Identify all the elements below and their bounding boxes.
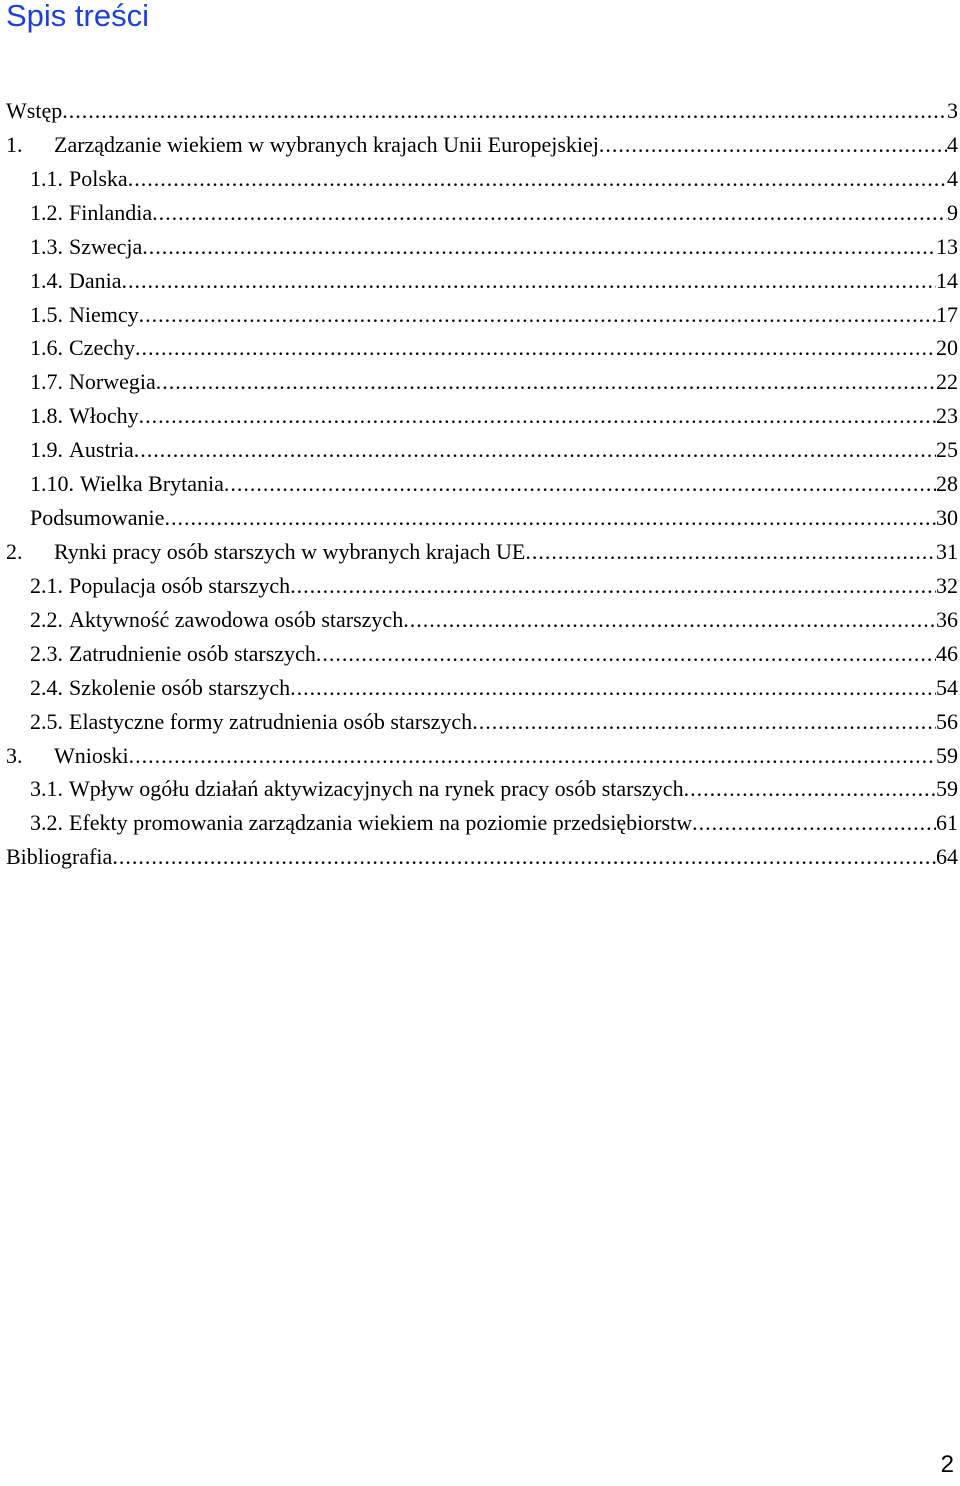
toc-entry[interactable] <box>0 94 960 128</box>
toc-entry[interactable] <box>0 331 960 365</box>
toc-entry-title: Zatrudnienie osób starszych <box>69 640 316 666</box>
toc-entry[interactable] <box>0 433 960 467</box>
toc-entry[interactable] <box>0 806 960 840</box>
toc-entry-page: 31 <box>936 538 958 564</box>
toc-dot-leader <box>290 569 936 603</box>
toc-entry-page: 13 <box>936 233 958 259</box>
toc-entry-number: 1.3. <box>30 233 63 259</box>
toc-dot-leader <box>142 230 936 264</box>
toc-entry-number: 1.1. <box>30 165 63 191</box>
page-title: Spis treści <box>6 0 149 33</box>
toc-dot-leader <box>472 705 936 739</box>
toc-dot-leader <box>139 298 936 332</box>
toc-entry-page: 25 <box>936 437 958 463</box>
toc-dot-leader <box>403 603 936 637</box>
toc-entry-title: Aktywność zawodowa osób starszych <box>69 606 404 632</box>
toc-entry-page: 59 <box>936 742 958 768</box>
toc-entry-page: 64 <box>936 844 958 870</box>
toc-entry-title: Zarządzanie wiekiem w wybranych krajach Unii Europejskiej <box>54 131 599 157</box>
toc-entry-title: Norwegia <box>69 369 156 395</box>
toc-entry-page: 32 <box>936 572 958 598</box>
toc-entry-number: 1.10. <box>30 471 74 497</box>
toc-dot-leader <box>129 739 936 773</box>
toc-entry-number: 1.4. <box>30 267 63 293</box>
toc-entry-title: Wpływ ogółu działań aktywizacyjnych na rynek pracy osób starszych <box>69 776 684 802</box>
toc-entry-number: 2.5. <box>30 708 63 734</box>
toc-entry-number: 3.1. <box>30 776 63 802</box>
toc-entry[interactable] <box>0 467 960 501</box>
toc-entry-title: Podsumowanie <box>30 505 165 531</box>
toc-dot-leader <box>135 331 936 365</box>
toc-entry-title: Niemcy <box>69 301 139 327</box>
toc-dot-leader <box>525 535 936 569</box>
toc-entry-page: 56 <box>936 708 958 734</box>
toc-entry-number: 2.1. <box>30 572 63 598</box>
toc-entry-title: Włochy <box>69 403 139 429</box>
toc-dot-leader <box>164 501 936 535</box>
toc-entry-number: 1.6. <box>30 335 63 361</box>
toc-entry-title: Efekty promowania zarządzania wiekiem na poziomie przedsiębiorstw <box>69 810 693 836</box>
toc-entry-number: 1.7. <box>30 369 63 395</box>
toc-entry-number: 1.2. <box>30 199 63 225</box>
toc-entry[interactable] <box>0 603 960 637</box>
toc-entry-number: 2.3. <box>30 640 63 666</box>
toc-dot-leader <box>316 637 936 671</box>
toc-entry-title: Bibliografia <box>6 844 113 870</box>
toc-dot-leader <box>152 196 947 230</box>
toc-entry[interactable] <box>0 637 960 671</box>
toc-dot-leader <box>684 772 936 806</box>
toc-entry-title: Wstęp <box>6 98 63 123</box>
toc-dot-leader <box>128 162 947 196</box>
toc-entry-page: 46 <box>936 640 958 666</box>
toc-entry-page: 4 <box>947 165 958 191</box>
toc-entry-number: 3. <box>6 742 23 768</box>
toc-dot-leader <box>224 467 936 501</box>
page-number: 2 <box>940 1451 954 1478</box>
toc-dot-leader <box>112 840 936 874</box>
toc-entry[interactable] <box>0 772 960 806</box>
toc-entry-page: 61 <box>936 810 958 836</box>
toc-entry[interactable] <box>0 128 960 162</box>
toc-entry[interactable] <box>0 162 960 196</box>
toc-entry-title: Wnioski <box>54 742 129 768</box>
toc-entry[interactable] <box>0 569 960 603</box>
toc-dot-leader <box>122 264 936 298</box>
toc-entry[interactable] <box>0 399 960 433</box>
toc-entry-page: 17 <box>936 301 958 327</box>
toc-dot-leader <box>139 399 936 433</box>
toc-entry-number: 1.8. <box>30 403 63 429</box>
toc-entry-number: 1.9. <box>30 437 63 463</box>
toc-dot-leader <box>156 365 936 399</box>
toc-entry-number: 2. <box>6 538 23 564</box>
toc-entry-title: Wielka Brytania <box>80 471 224 497</box>
toc-entry[interactable] <box>0 739 960 773</box>
toc-entry-number: 1.5. <box>30 301 63 327</box>
toc-entry-page: 22 <box>936 369 958 395</box>
toc-dot-leader <box>290 671 936 705</box>
toc-dot-leader <box>134 433 936 467</box>
toc-entry-page: 59 <box>936 776 958 802</box>
table-of-contents <box>0 94 960 874</box>
toc-entry[interactable] <box>0 535 960 569</box>
toc-dot-leader <box>692 806 936 840</box>
toc-entry-number: 2.4. <box>30 674 63 700</box>
toc-entry-number: 3.2. <box>30 810 63 836</box>
toc-entry-title: Polska <box>69 165 128 191</box>
toc-entry-page: 23 <box>936 403 958 429</box>
toc-entry-page: 9 <box>947 199 958 225</box>
toc-entry-title: Szwecja <box>69 233 143 259</box>
toc-entry-title: Czechy <box>69 335 135 361</box>
toc-entry-number: 2.2. <box>30 606 63 632</box>
toc-entry[interactable] <box>0 298 960 332</box>
toc-entry-page: 54 <box>936 674 958 700</box>
toc-dot-leader <box>599 128 947 162</box>
toc-entry-page: 28 <box>936 471 958 497</box>
toc-entry[interactable] <box>0 671 960 705</box>
toc-entry-page: 20 <box>936 335 958 361</box>
toc-entry-title: Finlandia <box>69 199 153 225</box>
toc-entry[interactable] <box>0 840 960 874</box>
toc-entry-title: Szkolenie osób starszych <box>69 674 291 700</box>
toc-entry-title: Populacja osób starszych <box>69 572 291 598</box>
toc-entry[interactable] <box>0 365 960 399</box>
toc-entry-page: 4 <box>947 131 958 157</box>
toc-entry-title: Dania <box>69 267 122 293</box>
toc-dot-leader <box>62 94 947 128</box>
toc-entry-page: 30 <box>936 505 958 531</box>
toc-entry-page: 36 <box>936 606 958 632</box>
toc-entry[interactable] <box>0 264 960 298</box>
toc-entry[interactable] <box>0 705 960 739</box>
toc-entry-title: Austria <box>69 437 134 463</box>
toc-entry-page: 14 <box>936 267 958 293</box>
toc-entry[interactable] <box>0 196 960 230</box>
toc-entry-number: 1. <box>6 131 23 157</box>
toc-entry[interactable] <box>0 501 960 535</box>
toc-entry[interactable] <box>0 230 960 264</box>
toc-entry-page: 3 <box>947 98 958 123</box>
toc-entry-title: Rynki pracy osób starszych w wybranych krajach UE <box>54 538 526 564</box>
toc-entry-title: Elastyczne formy zatrudnienia osób starszych <box>69 708 473 734</box>
